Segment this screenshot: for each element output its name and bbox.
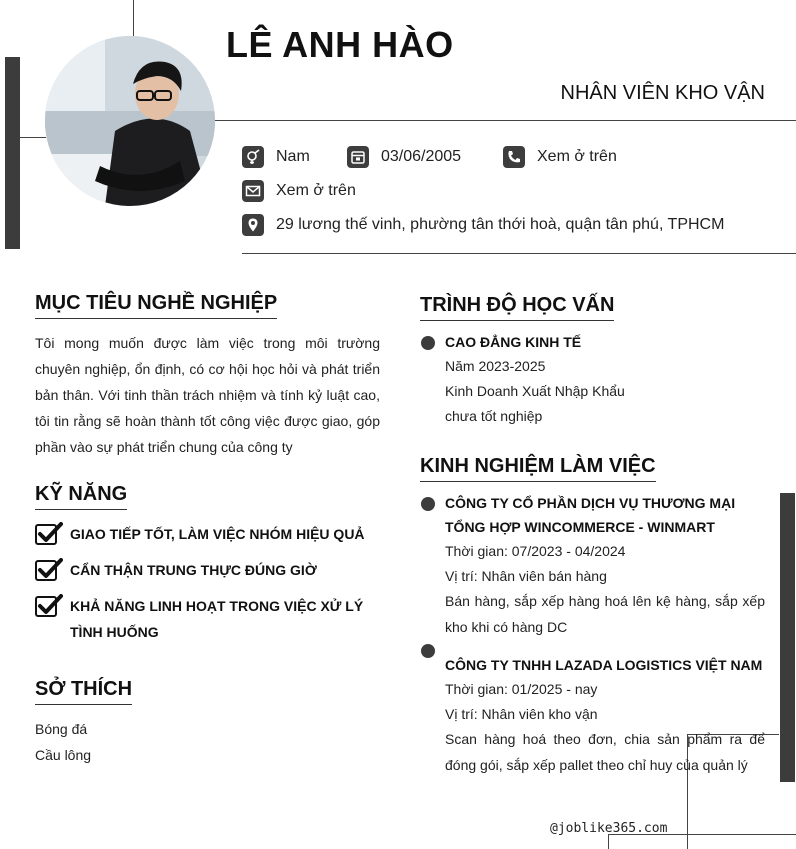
photo-left-line	[20, 137, 46, 138]
skill-label: KHẢ NĂNG LINH HOẠT TRONG VIỆC XỬ LÝ TÌNH HUỐNG	[70, 598, 364, 640]
skills-title: KỸ NĂNG	[35, 483, 127, 510]
contact-divider	[242, 253, 796, 254]
phone-value: Xem ở trên	[537, 148, 617, 165]
skill-item	[35, 557, 380, 583]
education-title: TRÌNH ĐỘ HỌC VẤN	[420, 294, 614, 321]
gender-info	[242, 146, 310, 168]
phone-icon	[503, 146, 525, 168]
gender-icon	[242, 146, 264, 168]
birthdate-info	[347, 146, 461, 168]
profile-photo	[45, 36, 215, 206]
address-value: 29 lương thế vinh, phường tân thới hoà, quận tân phú, TPHCM	[276, 216, 725, 233]
experience-position: Vị trí: Nhân viên bán hàng	[445, 568, 607, 584]
checkbox-checked-icon	[35, 558, 63, 582]
calendar-icon	[347, 146, 369, 168]
experience-item	[445, 653, 765, 778]
education-years: Năm 2023-2025	[445, 358, 546, 374]
education-major: Kinh Doanh Xuất Nhập Khẩu	[445, 383, 625, 399]
hobby-item: Bóng đá	[35, 721, 88, 737]
gender-value: Nam	[276, 148, 310, 165]
experience-company: CÔNG TY CỔ PHẦN DỊCH VỤ THƯƠNG MẠI TỔNG HỢP WINCOMMERCE - WINMART	[445, 495, 736, 535]
experience-description: Bán hàng, sắp xếp hàng hoá lên kệ hàng, sắp xếp kho khi có hàng DC	[445, 593, 765, 635]
job-title: NHÂN VIÊN KHO VẬN	[560, 82, 765, 104]
experience-period: Thời gian: 07/2023 - 04/2024	[445, 543, 626, 559]
experience-description: Scan hàng hoá theo đơn, chia sản phẩm ra để đóng gói, sắp xếp pallet theo chỉ huy của quản lý	[445, 731, 765, 773]
top-divider-line	[133, 0, 134, 38]
envelope-icon	[242, 180, 264, 202]
education-item	[445, 330, 765, 428]
experience-item	[445, 491, 765, 640]
candidate-name: LÊ ANH HÀO	[226, 24, 454, 65]
address-info	[242, 214, 724, 236]
experience-position: Vị trí: Nhân viên kho vận	[445, 706, 598, 722]
experience-title: KINH NGHIỆM LÀM VIỆC	[420, 455, 656, 482]
education-school: CAO ĐẲNG KINH TẾ	[445, 334, 582, 350]
checkbox-checked-icon	[35, 522, 63, 546]
phone-info	[503, 146, 617, 168]
location-pin-icon	[242, 214, 264, 236]
watermark: @joblike365.com	[550, 821, 668, 836]
hobby-item: Cầu lông	[35, 747, 92, 763]
checkbox-checked-icon	[35, 594, 63, 618]
skill-item	[35, 593, 380, 645]
skill-label: GIAO TIẾP TỐT, LÀM VIỆC NHÓM HIỆU QUẢ	[70, 526, 365, 542]
experience-bullet	[421, 644, 435, 658]
email-value: Xem ở trên	[276, 182, 356, 199]
education-bullet	[421, 336, 435, 350]
education-status: chưa tốt nghiệp	[445, 408, 543, 424]
right-accent-bar	[780, 493, 795, 782]
experience-company: CÔNG TY TNHH LAZADA LOGISTICS VIỆT NAM	[445, 657, 763, 673]
objective-text: Tôi mong muốn được làm việc trong môi trường chuyên nghiệp, ổn định, có cơ hội học hỏi và phát triển bản thân. Với tinh thần trách nhiệm và tính kỷ luật cao, tôi tin rằng sẽ hoàn thành tốt công việc được giao, góp phần vào sự phát triển chung của công ty	[35, 335, 380, 455]
experience-bullet	[421, 497, 435, 511]
header-divider	[214, 120, 796, 121]
skill-item	[35, 521, 380, 547]
email-info	[242, 180, 356, 202]
left-accent-bar	[5, 57, 20, 249]
skill-label: CẨN THẬN TRUNG THỰC ĐÚNG GIỜ	[70, 562, 317, 578]
birthdate-value: 03/06/2005	[381, 148, 462, 165]
hobbies-title: SỞ THÍCH	[35, 678, 132, 705]
objective-title: MỤC TIÊU NGHỀ NGHIỆP	[35, 292, 277, 319]
corner-frame-v2	[608, 834, 609, 849]
experience-period: Thời gian: 01/2025 - nay	[445, 681, 598, 697]
